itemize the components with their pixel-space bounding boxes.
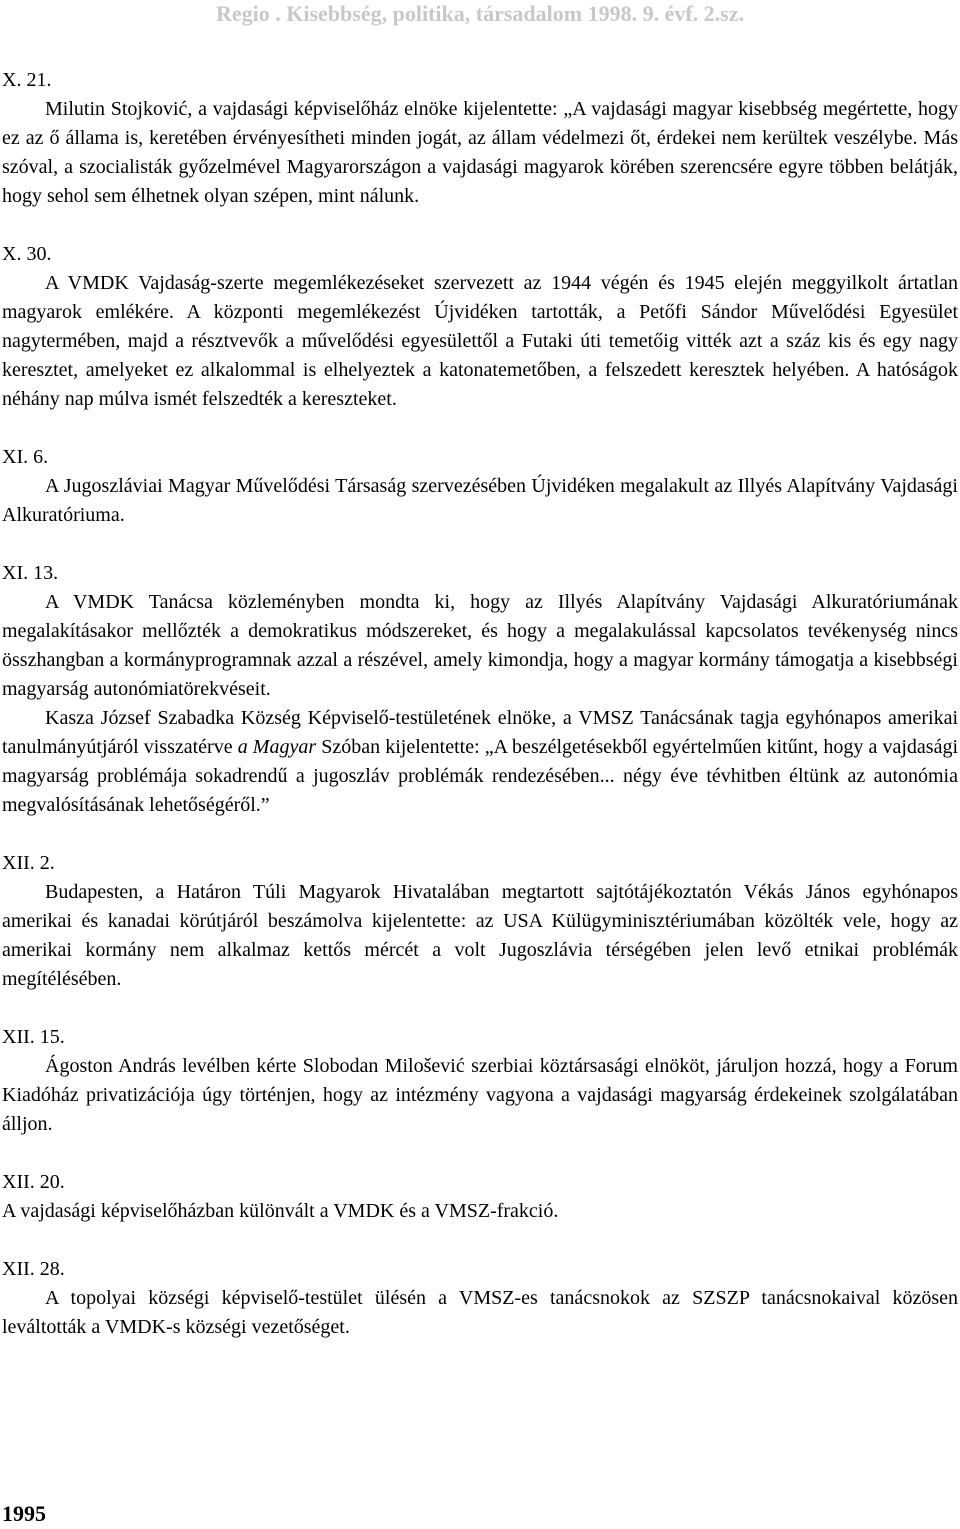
entry-date: XII. 28. bbox=[2, 1258, 65, 1280]
kasza-text-after: Szóban kijelentette: „A beszélgetésekből egyértelműen kitűnt, hogy a vajdasági magyarság problémája sokadrendű a jugoszláv problémák rendezésében... négy éve tévhitben éltünk az autonómia megvalósításának lehetőségéről.” bbox=[2, 736, 958, 816]
entry bbox=[2, 849, 958, 994]
entry bbox=[2, 240, 958, 414]
entry-date: XI. 13. bbox=[2, 562, 59, 584]
entry-paragraph: A topolyai községi képviselő-testület ülésén a VMSZ-es tanácsnokok az SZSZP tanácsnokaival közösen leváltották a VMDK-s községi vezetőséget. bbox=[2, 1287, 958, 1338]
kasza-text-before: Kasza József Szabadka Község Képviselő-testületének elnöke, a VMSZ Tanácsának tagja egyhónapos amerikai tanulmányútjáról visszatérve bbox=[2, 707, 958, 758]
entry-date: X. 30. bbox=[2, 243, 52, 265]
entry-date: XII. 15. bbox=[2, 1026, 65, 1048]
entry bbox=[2, 1168, 958, 1226]
entry-date: XII. 20. bbox=[2, 1171, 65, 1193]
newspaper-title: a Magyar bbox=[237, 736, 317, 758]
entry-paragraph: A VMDK Vajdaság-szerte megemlékezéseket szervezett az 1944 végén és 1945 elején meggyilkolt ártatlan magyarok emlékére. A központi megemlékezést Újvidéken tartották, a Petőfi Sándor Művelődési Egyesület nagytermében, majd a résztvevők a művelődési egyesülettől a Futaki úti temetőig vitték azt a száz kis és egy nagy keresztet, amelyeket ez alkalommal is elhelyeztek a katonatemetőben, a felszedett keresztek helyében. A hatóságok néhány nap múlva ismét felszedték a kereszteket. bbox=[2, 272, 958, 410]
entry-paragraph: Budapesten, a Határon Túli Magyarok Hivatalában megtartott sajtótájékoztatón Vékás János egyhónapos amerikai és kanadai körútjáról beszámolva kijelentette: az USA Külügyminisztériumában közölték vele, hogy az amerikai kormány nem alkalmaz kettős mércét a volt Jugoszlávia térségében jelen levő etnikai problémák megítélésében. bbox=[2, 881, 958, 990]
section-year-heading: 1995 bbox=[2, 1501, 46, 1526]
entry-paragraph-kasza bbox=[2, 704, 958, 820]
entry-paragraph: A Jugoszláviai Magyar Művelődési Társaság szervezésében Újvidéken megalakult az Illyés Alapítvány Vajdasági Alkuratóriuma. bbox=[2, 475, 958, 526]
entry bbox=[2, 1255, 958, 1342]
running-header: Regio . Kisebbség, politika, társadalom 1998. 9. évf. 2.sz. bbox=[216, 1, 744, 26]
entry-paragraph: A VMDK Tanácsa közleményben mondta ki, hogy az Illyés Alapítvány Vajdasági Alkuratóriumának megalakításakor mellőzték a demokratikus módszereket, és hogy a megalakulással kapcsolatos tevékenység nincs összhangban a kormányprogramnak azzal a részével, amely kimondja, hogy a magyar kormány támogatja a kisebbségi magyarság autonómiatörekvéseit. bbox=[2, 591, 958, 700]
entry-date: XI. 6. bbox=[2, 446, 49, 468]
entry-paragraph: Milutin Stojković, a vajdasági képviselőház elnöke kijelentette: „A vajdasági magyar kisebbség megértette, hogy ez az ő állama is, keretében érvényesítheti minden jogát, az állam védelmezi őt, érdekei nem kerültek veszélybe. Más szóval, a szocialisták győzelmével Magyarországon a vajdasági magyarok körében szerencsére egyre többen belátják, hogy sehol sem élhetnek olyan szépen, mint nálunk. bbox=[2, 98, 958, 207]
entry bbox=[2, 66, 958, 211]
entry bbox=[2, 559, 958, 820]
entry-date: XII. 2. bbox=[2, 852, 55, 874]
entry bbox=[2, 443, 958, 530]
entry bbox=[2, 1023, 958, 1139]
entry-paragraph: Ágoston András levélben kérte Slobodan Milošević szerbiai köztársasági elnököt, járuljon hozzá, hogy a Forum Kiadóház privatizációja úgy történjen, hogy az intézmény vagyona a vajdasági magyarság érdekeinek szolgálatában álljon. bbox=[2, 1055, 958, 1135]
document-body bbox=[2, 66, 958, 1342]
entry-paragraph: A vajdasági képviselőházban különvált a VMDK és a VMSZ-frakció. bbox=[2, 1200, 559, 1222]
entry-date: X. 21. bbox=[2, 69, 52, 91]
